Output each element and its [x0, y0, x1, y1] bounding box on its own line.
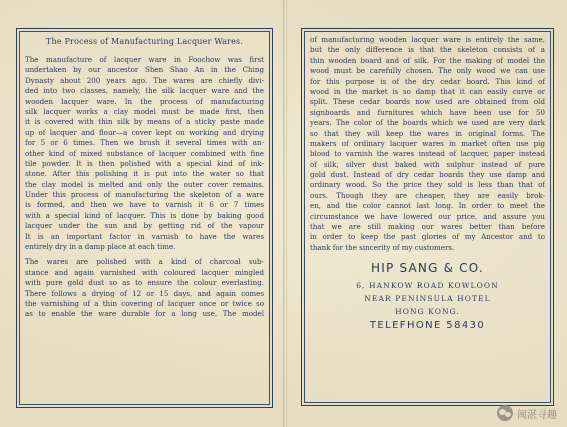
text-line: circumstance we have lowered our price, and assure you	[310, 211, 545, 221]
body-text	[310, 35, 545, 253]
text-line: so that they will keep the wares in original forms. The	[310, 128, 545, 138]
text-line: that we are still making our wares better than before	[310, 222, 545, 232]
company-info	[302, 261, 553, 331]
text-line: of manufacturing wooden lacquer ware is entirely the same,	[310, 35, 545, 44]
body-text	[25, 55, 264, 320]
address-line: 6, HANKOW ROAD KOWLOON	[356, 281, 499, 290]
company-name: HIP SANG & CO.	[371, 261, 484, 275]
text-line: with a special kind of lacquer. This is done by baking good	[25, 210, 264, 220]
text-line: gold dust. Instead of dry cedar boards they use damp and	[310, 170, 545, 180]
text-line: entirely dry in a damp place at each time.	[25, 242, 176, 252]
text-line: ordinary wood. So the price they sold is less than that of	[310, 180, 545, 190]
wechat-icon	[497, 405, 513, 421]
text-line: stone. After this polishing it is put into the water so that	[25, 169, 264, 179]
text-line: the clay model is melted and only the outer cover remains.	[25, 179, 264, 189]
text-line: other kind of mixed substance of lacquer combined with fine	[25, 148, 264, 158]
text-line: It is an important factor in varnish to have the wares	[25, 231, 264, 241]
text-line: signboards and furnitures which have been use for 50	[310, 107, 545, 117]
text-line: it is covered with thin silk by means of a sticky paste made	[25, 117, 264, 127]
text-line: is formed, and then we have to varnish it 6 or 7 times	[25, 200, 264, 210]
text-line: makers of ordinary lacquer wares in market often use pig	[310, 138, 545, 148]
company-address	[302, 279, 553, 318]
text-line: lacquer under the sun and by getting rid of the vapour	[25, 221, 264, 231]
text-line: Under this process of manufacturing the skeleton of a ware	[25, 190, 264, 200]
text-line: undertaken by our ancestor Shen Shao An in the Ching	[25, 65, 264, 75]
telephone-number: TELEFHONE 58430	[369, 320, 486, 331]
address-line: HONG KONG.	[395, 307, 460, 316]
text-line: split. These cedar boards now used are obtained from old	[310, 97, 545, 107]
text-line: for 5 or 6 times. Then we brush it several times with an-	[25, 138, 264, 148]
text-line: wooden lacquer ware. In the process of manufacturing	[25, 96, 264, 106]
text-line: with pure gold dust so as to ensure the colour everlasting.	[25, 278, 264, 288]
text-line: up of lacquer and flour—a cover kept on working and drying	[25, 127, 264, 137]
watermark-text: 闽湛寻趣	[517, 409, 557, 421]
text-line: thank for the sincerity of my customers.	[310, 242, 455, 252]
text-line: silk lacquer works a clay model must be made first, then	[25, 106, 264, 116]
text-line: wood in the market is so damp that it can easily curve or	[310, 86, 545, 96]
text-line: blood to varnish the wares instead of lacquer, paper instead	[310, 149, 545, 159]
text-line: thin wooden board and of silk. For the making of model the	[310, 55, 545, 65]
text-line: years. The color of the boards which we used are very dark	[310, 118, 545, 128]
text-line: for this purpose is of the dry cedar board. This kind of	[310, 76, 545, 86]
text-line: of silk, silver dust baked with sulphur instead of pure	[310, 159, 545, 169]
text-line: but the only difference is that the skeleton consists of a	[310, 45, 545, 55]
center-fold	[283, 0, 287, 427]
text-line: Dynasty about 200 years ago. The wares are chiefly divi-	[25, 75, 264, 85]
text-line: in order to keep the past glories of my Ancestor and to	[310, 232, 545, 242]
text-line: en, and the color cannot last long. In order to meet the	[310, 201, 545, 211]
text-line: ours. Though they are cheaper, they are easily brok-	[310, 190, 545, 200]
text-line: wood must be carefully chosen. The only wood we can use	[310, 66, 545, 76]
text-line: stance and again varnished with coloured lacquer mingled	[25, 267, 264, 277]
address-line: NEAR PENINSULA HOTEL	[364, 294, 491, 303]
left-page	[16, 28, 273, 408]
text-line: tile powder. It is then polished with a special kind of ink-	[25, 158, 264, 168]
text-line: There follows a drying of 12 or 15 days, and again comes	[25, 288, 264, 298]
watermark	[497, 405, 557, 421]
text-line: the varnishing of a thin covering of lacquer once or twice so	[25, 298, 264, 308]
right-page	[301, 28, 554, 406]
text-line: The manufacture of lacquer ware in Foochow was first	[25, 55, 264, 64]
page-heading: The Process of Manufacturing Lacquer Wares.	[45, 37, 244, 46]
text-line: The wares are polished with a kind of charcoal sub-	[25, 257, 264, 267]
text-line: ded into two classes, namely, the silk lacquer ware and the	[25, 86, 264, 96]
text-line: as to enable the ware durable for a long use. The model	[25, 309, 264, 319]
